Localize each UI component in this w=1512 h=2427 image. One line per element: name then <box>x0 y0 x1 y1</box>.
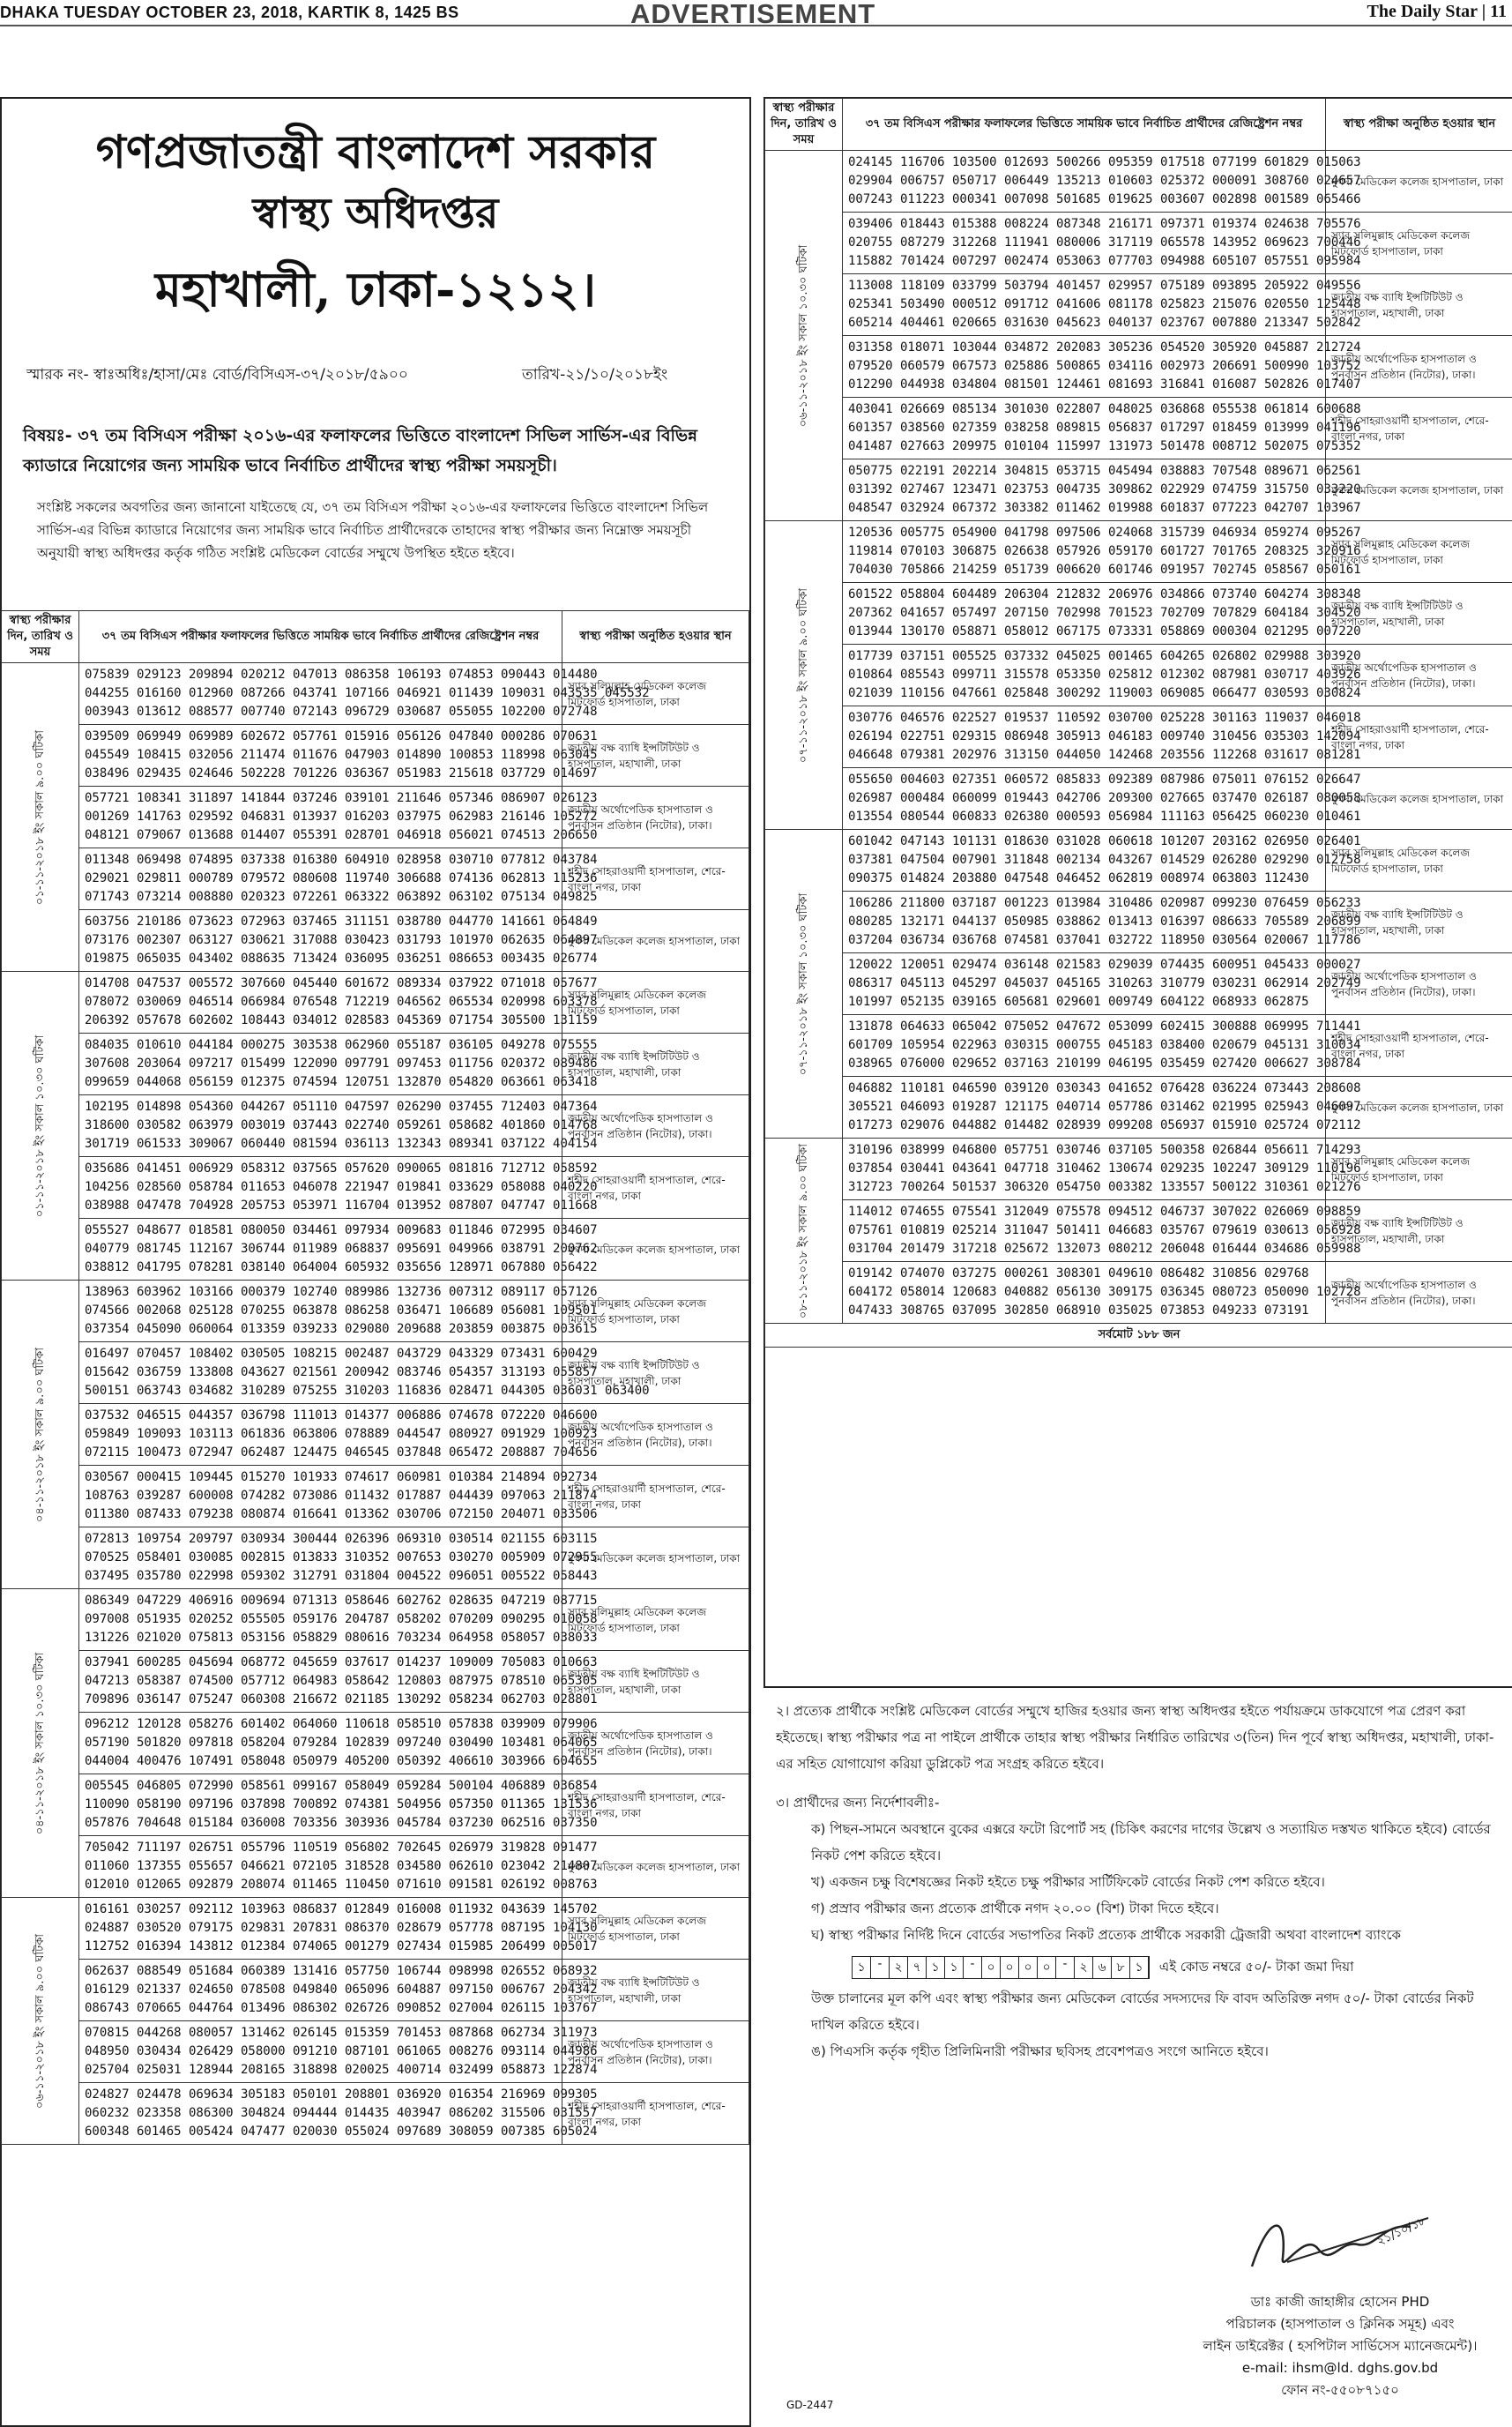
exam-venue: স্যার সলিমুল্লাহ মেডিকেল কলেজ মিটফোর্ড হাসপাতাল, ঢাকা <box>1326 1139 1512 1200</box>
subject: বিষয়ঃ- ৩৭ তম বিসিএস পরীক্ষা ২০১৬-এর ফলাফলের ভিত্তিতে বাংলাদেশ সিভিল সার্ভিস-এর বিভিন্ন ক্যাডারে নিয়োগের জন্য সাময়িক ভাবে নির্বাচিত প্রার্থীদের স্বাস্থ্য পরীক্ষা সময়সূচী। <box>23 421 728 481</box>
code-digit: ২ <box>890 1957 908 1978</box>
exam-venue: জাতীয় অর্থোপেডিক হাসপাতাল ও পুনর্বাসন প্রতিষ্ঠান (নিটোর), ঢাকা। <box>1326 1262 1512 1324</box>
exam-venue: স্যার সলিমুল্লাহ মেডিকেল কলেজ মিটফোর্ড হাসপাতাল, ঢাকা <box>562 1898 749 1960</box>
instruction-e: ঙ) পিএসসি কর্তৃক গৃহীত প্রিলিমিনারী পরীক্ষার ছবিসহ প্রবেশপত্রও সংগে আনিতে হইবে। <box>776 2038 1499 2065</box>
code-digit: - <box>1056 1957 1075 1978</box>
schedule-date-text: ০৭-১১-২০১৮ ইং সকাল ৯.০০ ঘটিকা <box>796 587 812 762</box>
registration-numbers: 019142 074070 037275 000261 308301 049610 086482 310856 029768 604172 058014 120683 040882 056130 309175 036345 080723 050090 102728 047433 308765 037095 302850 068910 035025 073853 049233 073191 <box>843 1262 1326 1324</box>
exam-venue: মুগদা মেডিকেল কলেজ হাসপাতাল, ঢাকা <box>562 1527 749 1589</box>
registration-numbers: 096212 120128 058276 601402 064060 110618 058510 057838 039909 079906 057190 501820 097818 058204 079284 102839 097240 030490 103481 064065 044004 400476 107491 058048 050979 405200 050392 406610 303966 604655 <box>79 1713 562 1774</box>
table-header <box>765 99 1512 151</box>
code-digit: - <box>964 1957 982 1978</box>
exam-venue: শহীদ সোহরাওয়ার্দী হাসপাতাল, শেরে-বাংলা নগর, ঢাকা <box>562 2083 749 2145</box>
registration-numbers: 086349 047229 406916 009694 071313 058646 602762 028635 047219 087715 097008 051935 020252 055505 059176 204787 058202 070209 090295 010058 131226 021020 075813 053156 058829 080616 703234 064958 058057 038033 <box>79 1589 562 1651</box>
schedule-date <box>765 151 843 521</box>
table-row <box>2 1836 749 1898</box>
schedule-date <box>2 663 79 972</box>
table-row <box>2 1960 749 2021</box>
table-row <box>2 972 749 1034</box>
exam-venue: স্যার সলিমুল্লাহ মেডিকেল কলেজ মিটফোর্ড হাসপাতাল, ঢাকা <box>562 663 749 725</box>
instruction-2: ২। প্রত্যেক প্রার্থীকে সংশ্লিষ্ট মেডিকেল বোর্ডের সম্মুখে হাজির হওয়ার জন্য স্বাস্থ্য অধিদপ্তর হইতে পর্যায়ক্রমে ডাকযোগে পত্র প্রেরণ করা হইতেছে। স্বাস্থ্য পরীক্ষার পত্র না পাইলে প্রার্থীকে তাহার স্বাস্থ্য পরীক্ষার নির্ধারিত তারিখের ৩(তিন) দিন পূর্বে স্বাস্থ্য অধিদপ্তর, মহাখালী, ঢাকা-এর সহিত যোগাযোগ করিয়া ডুপ্লিকেট পত্র সংগ্রহ করিতে হইবে। <box>776 1698 1499 1777</box>
schedule-date-text: ০৪-১১-২০১৮ ইং সকাল ৯.০০ ঘটিকা <box>33 1347 48 1521</box>
table-row <box>2 2021 749 2083</box>
exam-venue: মুগদা মেডিকেল কলেজ হাসপাতাল, ঢাকা <box>1326 459 1512 521</box>
exam-venue: শহীদ সোহরাওয়ার্দী হাসপাতাল, শেরে-বাংলা নগর, ঢাকা <box>1326 1015 1512 1077</box>
column-header: ৩৭ তম বিসিএস পরীক্ষার ফলাফলের ভিত্তিতে সাময়িক ভাবে নির্বাচিত প্রার্থীদের রেজিষ্ট্রেশন নম্বর <box>79 611 562 663</box>
table-row <box>765 953 1512 1015</box>
exam-venue: জাতীয় বক্ষ ব্যাধি ইন্সটিটিউট ও হাসপাতাল, মহাখালী, ঢাকা <box>1326 892 1512 953</box>
table-row <box>2 1281 749 1342</box>
table-row <box>2 1157 749 1219</box>
registration-numbers: 075839 029123 209894 020212 047013 086358 106193 074853 090443 014480 044255 016160 012960 087266 043741 107166 046921 011439 109031 043535 045532 003943 013612 088577 007740 072143 096729 030687 055055 102200 072748 <box>79 663 562 725</box>
table-row <box>765 1262 1512 1324</box>
table-row <box>765 398 1512 459</box>
total-row <box>765 1324 1512 1348</box>
memo-number: স্মারক নং- স্বাঃঅধিঃ/হাসা/মেঃ বোর্ড/বিসিএস-৩৭/২০১৮/৫৯০০ <box>26 363 408 388</box>
registration-numbers: 037941 600285 045694 068772 045659 037617 014237 109009 705083 010663 047213 058387 074500 057712 064983 058642 120803 087975 078510 065305 709896 036147 075247 060308 216672 021185 130292 058234 062703 028801 <box>79 1651 562 1713</box>
registration-numbers: 131878 064633 065042 075052 047672 053099 602415 300888 069995 711441 601709 105954 022963 030315 000755 045183 038400 020679 045131 310034 038965 076000 029652 037163 210199 046195 035459 027420 006627 308784 <box>843 1015 1326 1077</box>
schedule-date-text: ০৮-১১-২০১৮ ইং সকাল ৯.০০ ঘটিকা <box>796 1143 812 1318</box>
dept-title: স্বাস্থ্য অধিদপ্তর <box>2 182 749 251</box>
code-digit: - <box>871 1957 890 1978</box>
registration-numbers: 102195 014898 054360 044267 051110 047597 026290 037455 712403 047364 318600 030582 063979 003019 037443 022740 059261 058682 401860 014768 301719 061533 309067 060440 081594 036113 132343 089341 037122 404154 <box>79 1095 562 1157</box>
table-row <box>765 768 1512 830</box>
schedule-date-text: ০১-১১-২০১৮ ইং সকাল ৯.০০ ঘটিকা <box>33 729 48 904</box>
schedule-date <box>765 1139 843 1324</box>
table-row <box>2 1219 749 1281</box>
table-row <box>765 583 1512 645</box>
exam-venue: মুগদা মেডিকেল কলেজ হাসপাতাল, ঢাকা <box>562 1836 749 1898</box>
table-row <box>765 459 1512 521</box>
instruction-a: ক) পিছন-সামনে অবস্থানে বুকের এক্সরে ফটো রিপোর্ট সহ (চিকিৎ করণের দাগের উল্লেখ ও সত্যায়িত দস্তখত থাকিতে হইবে) বোর্ডের নিকট পেশ করিতে হইবে। <box>776 1816 1499 1869</box>
masthead-paper: The Daily Star | 11 <box>1367 2 1508 22</box>
registration-numbers: 030776 046576 022527 019537 110592 030700 025228 301163 119037 046018 026194 022751 029315 086948 305913 046183 009740 310456 035303 142094 046648 079381 202976 313150 044050 142468 203556 112268 031617 081281 <box>843 706 1326 768</box>
registration-numbers: 046882 110181 046590 039120 030343 041652 076428 036224 073443 208608 305521 046093 019287 121175 040714 057786 031462 021995 025943 046097 017273 029076 044882 014482 028939 099208 056937 015910 025724 072112 <box>843 1077 1326 1139</box>
column-header: ৩৭ তম বিসিএস পরীক্ষার ফলাফলের ভিত্তিতে সাময়িক ভাবে নির্বাচিত প্রার্থীদের রেজিষ্ট্রেশন নম্বর <box>843 99 1326 151</box>
exam-venue: শহীদ সোহরাওয়ার্দী হাসপাতাল, শেরে-বাংলা নগর, ঢাকা <box>562 1157 749 1219</box>
registration-numbers: 120022 120051 029474 036148 021583 029039 074435 600951 045433 000027 086317 045113 045297 045037 045165 310263 310779 030231 062914 202749 101997 052135 039165 605681 029601 009749 604122 068933 062875 <box>843 953 1326 1015</box>
exam-venue: স্যার সলিমুল্লাহ মেডিকেল কলেজ মিটফোর্ড হাসপাতাল, ঢাকা <box>562 972 749 1034</box>
exam-venue: জাতীয় অর্থোপেডিক হাসপাতাল ও পুনর্বাসন প্রতিষ্ঠান (নিটোর), ঢাকা। <box>562 1713 749 1774</box>
exam-venue: মুগদা মেডিকেল কলেজ হাসপাতাল, ঢাকা <box>1326 1077 1512 1139</box>
schedule-date-text: ০১-১১-২০১৮ ইং সকাল ১০.৩০ ঘটিকা <box>33 1034 48 1217</box>
code-digit: ১ <box>927 1957 945 1978</box>
registration-numbers: 310196 038999 046800 057751 030746 037105 500358 026844 056611 714293 037854 030441 043641 047718 310462 130674 029235 102247 309129 110196 312723 700264 501537 306320 054750 003382 133557 500122 310361 021276 <box>843 1139 1326 1200</box>
registration-numbers: 039509 069949 069989 602672 057761 015916 056126 047840 000286 070631 045549 108415 032056 211474 011676 047903 014890 100853 118998 063045 038496 029435 024646 502228 701226 036367 051983 215618 037729 014697 <box>79 725 562 787</box>
table-row <box>2 1342 749 1404</box>
table-row <box>765 645 1512 706</box>
code-digit: ০ <box>1019 1957 1038 1978</box>
registration-numbers: 055527 048677 018581 080050 034461 097934 009683 011846 072995 034607 040779 081745 112167 306744 011989 068837 095691 049966 038791 200762 038812 041795 078281 038140 064004 605932 035656 128971 067880 056422 <box>79 1219 562 1281</box>
treasury-code-after: এই কোড নম্বরে ৫০/- টাকা জমা দিয়া <box>1159 1959 1354 1975</box>
registration-numbers: 114012 074655 075541 312049 075578 094512 046737 307022 026069 098859 075761 010819 025214 311047 501411 046683 035767 079619 030613 056928 031704 201479 317218 025672 132073 080212 206048 016444 034686 059988 <box>843 1200 1326 1262</box>
registration-numbers: 601042 047143 101131 018630 031028 060618 101207 203162 026950 026401 037381 047504 007901 311848 002134 043267 014529 026280 029290 012758 090375 014824 203880 047548 046452 062819 008974 063803 112430 <box>843 830 1326 892</box>
exam-venue: শহীদ সোহরাওয়ার্দী হাসপাতাল, শেরে-বাংলা নগর, ঢাকা <box>562 1466 749 1527</box>
table-row <box>765 1077 1512 1139</box>
table-row <box>2 1404 749 1466</box>
exam-venue: জাতীয় বক্ষ ব্যাধি ইন্সটিটিউট ও হাসপাতাল, মহাখালী, ঢাকা <box>562 1342 749 1404</box>
registration-numbers: 113008 118109 033799 503794 401457 029957 075189 093895 205922 049556 025341 503490 000512 091712 041606 081178 025823 215076 020550 125448 605214 404461 020665 031630 045623 040137 023767 007880 213347 502842 <box>843 274 1326 336</box>
registration-numbers: 084035 010610 044184 000275 303538 062960 055187 036105 049278 075555 307608 203064 097217 015499 122090 097791 097453 011756 020372 089486 099659 044068 056159 012375 074594 120751 132870 054820 063661 063418 <box>79 1034 562 1095</box>
registration-numbers: 016497 070457 108402 030505 108215 002487 043729 043329 073431 600429 015642 036759 133808 043627 021561 200942 083746 054357 313193 055857 500151 063743 034682 310289 075255 310203 116836 028471 044305 036031 063400 <box>79 1342 562 1404</box>
table-row <box>2 1527 749 1589</box>
signatory-title-2: লাইন ডাইরেক্টর ( হসপিটাল সার্ভিসেস ম্যানেজমেন্ট)। <box>1173 2335 1508 2357</box>
schedule-date-text: ০৬-১১-২০১৮ ইং সকাল ৯.০০ ঘটিকা <box>33 1933 48 2108</box>
masthead-rule <box>0 25 1512 26</box>
registration-numbers: 705042 711197 026751 055796 110519 056802 702645 026979 319828 091477 011060 137355 055657 046621 072105 318528 034580 062610 023042 214807 012010 012065 092879 208074 011465 110450 071610 091581 026192 008763 <box>79 1836 562 1898</box>
exam-venue: জাতীয় বক্ষ ব্যাধি ইন্সটিটিউট ও হাসপাতাল, মহাখালী, ঢাকা <box>562 1651 749 1713</box>
signature-date: ২১/১০/১৮ <box>1374 2211 1430 2253</box>
exam-venue: শহীদ সোহরাওয়ার্দী হাসপাতাল, শেরে-বাংলা নগর, ঢাকা <box>1326 706 1512 768</box>
intro-paragraph: সংশ্লিষ্ট সকলের অবগতির জন্য জানানো যাইতেছে যে, ৩৭ তম বিসিএস পরীক্ষা ২০১৬-এর ফলাফলের ভিত্তিতে বাংলাদেশ সিভিল সার্ভিস-এর বিভিন্ন ক্যাডারে নিয়োগের জন্য সাময়িক ভাবে নির্বাচিত প্রার্থীদেরকে তাহাদের স্বাস্থ্য পরীক্ষার জন্য নিম্নোক্ত সময়সূচী অনুযায়ী স্বাস্থ্য অধিদপ্তর কর্তৃক গঠিত সংশ্লিষ্ট মেডিকেল বোর্ডের সম্মুখে উপস্থিত হইতে হইবে। <box>37 496 734 564</box>
table-row <box>765 706 1512 768</box>
exam-venue: জাতীয় অর্থোপেডিক হাসপাতাল ও পুনর্বাসন প্রতিষ্ঠান (নিটোর), ঢাকা। <box>562 2021 749 2083</box>
table-row <box>2 1898 749 1960</box>
registration-numbers: 031358 018071 103044 034872 202083 305236 054520 305920 045887 212724 079520 060579 067573 025886 500865 034116 002973 206691 500990 103752 012290 044938 034804 081501 124461 081693 316841 016087 502826 017407 <box>843 336 1326 398</box>
exam-venue: জাতীয় বক্ষ ব্যাধি ইন্সটিটিউট ও হাসপাতাল, মহাখালী, ঢাকা <box>1326 1200 1512 1262</box>
code-digit: ১ <box>853 1957 871 1978</box>
instructions <box>776 1698 1499 2065</box>
schedule-date <box>2 1281 79 1589</box>
exam-venue: স্যার সলিমুল্লাহ মেডিকেল কলেজ মিটফোর্ড হাসপাতাল, ঢাকা <box>1326 830 1512 892</box>
table-row <box>2 2083 749 2145</box>
table-row <box>2 1713 749 1774</box>
registration-numbers: 024145 116706 103500 012693 500266 095359 017518 077199 601829 015063 029904 006757 050717 006449 135213 010603 025372 000091 308760 024657 007243 011223 000341 007098 501685 019625 003607 002898 001589 065466 <box>843 151 1326 213</box>
address-title: মহাখালী, ঢাকা-১২১২। <box>2 253 749 332</box>
exam-venue: মুগদা মেডিকেল কলেজ হাসপাতাল, ঢাকা <box>562 1219 749 1281</box>
exam-venue: স্যার সলিমুল্লাহ মেডিকেল কলেজ মিটফোর্ড হাসপাতাল, ঢাকা <box>562 1281 749 1342</box>
exam-venue: জাতীয় অর্থোপেডিক হাসপাতাল ও পুনর্বাসন প্রতিষ্ঠান (নিটোর), ঢাকা। <box>1326 953 1512 1015</box>
exam-venue: জাতীয় অর্থোপেডিক হাসপাতাল ও পুনর্বাসন প্রতিষ্ঠান (নিটোর), ঢাকা। <box>1326 336 1512 398</box>
schedule-date <box>2 972 79 1281</box>
exam-venue: মুগদা মেডিকেল কলেজ হাসপাতাল, ঢাকা <box>1326 151 1512 213</box>
exam-venue: শহীদ সোহরাওয়ার্দী হাসপাতাল, শেরে-বাংলা নগর, ঢাকা <box>1326 398 1512 459</box>
code-digit: ১ <box>1130 1957 1149 1978</box>
code-digit: ৭ <box>908 1957 927 1978</box>
schedule-table-left <box>1 610 749 2145</box>
exam-venue: স্যার সলিমুল্লাহ মেডিকেল কলেজ মিটফোর্ড হাসপাতাল, ঢাকা <box>1326 521 1512 583</box>
registration-numbers: 057721 108341 311897 141844 037246 039101 211646 057346 086907 026123 001269 141763 029592 046831 013937 016203 037975 062983 216146 105272 048121 079067 013688 014407 055391 028701 046918 056021 074513 206650 <box>79 787 562 848</box>
table-row <box>2 1651 749 1713</box>
code-digit: ০ <box>982 1957 1001 1978</box>
registration-numbers: 055650 004603 027351 060572 085833 092389 087986 075011 076152 026647 026987 000484 060099 019443 042706 209300 027665 037470 026187 080058 013554 080544 060833 026380 000593 056984 111163 056425 060230 010461 <box>843 768 1326 830</box>
exam-venue: জাতীয় অর্থোপেডিক হাসপাতাল ও পুনর্বাসন প্রতিষ্ঠান (নিটোর), ঢাকা। <box>1326 645 1512 706</box>
table-row <box>765 830 1512 892</box>
table-row <box>765 213 1512 274</box>
registration-numbers: 024827 024478 069634 305183 050101 208801 036920 016354 216969 099305 060232 023358 086300 304824 094444 014435 403947 086202 315506 031557 600348 601465 005424 047477 020030 055024 097689 308059 007385 605024 <box>79 2083 562 2145</box>
registration-numbers: 070815 044268 080057 131462 026145 015359 701453 087868 062734 311973 048950 030434 026429 058000 091210 087101 061065 008276 093114 044986 025704 025031 128944 208165 318898 020025 400714 032499 058873 122874 <box>79 2021 562 2083</box>
exam-venue: জাতীয় বক্ষ ব্যাধি ইন্সটিটিউট ও হাসপাতাল, মহাখালী, ঢাকা <box>1326 583 1512 645</box>
masthead-dateline: DHAKA TUESDAY OCTOBER 23, 2018, KARTIK 8, 1425 BS <box>0 4 459 22</box>
registration-numbers: 039406 018443 015388 008224 087348 216171 097371 019374 024638 705576 020755 087279 312268 111941 080006 317119 065578 143952 069623 700446 115882 701424 007297 002474 053063 077703 094988 605107 057551 095984 <box>843 213 1326 274</box>
registration-numbers: 106286 211800 037187 001223 013984 310486 020987 099230 076459 056233 080285 132171 044137 050985 038862 013413 016397 086633 705589 206899 037204 036734 036768 074581 037041 032722 118950 030564 020067 117786 <box>843 892 1326 953</box>
registration-numbers: 016161 030257 092112 103963 086837 012849 016008 011932 043639 145702 024887 030520 079175 029831 207831 086370 028679 057778 087195 104130 112752 016394 143812 012384 074065 001279 027434 015985 206499 005017 <box>79 1898 562 1960</box>
left-panel <box>0 97 751 2427</box>
schedule-date <box>2 1589 79 1898</box>
schedule-date <box>765 830 843 1139</box>
table-row <box>765 274 1512 336</box>
table-row <box>765 521 1512 583</box>
exam-venue: জাতীয় অর্থোপেডিক হাসপাতাল ও পুনর্বাসন প্রতিষ্ঠান (নিটোর), ঢাকা। <box>562 1095 749 1157</box>
table-row <box>2 725 749 787</box>
instruction-b: খ) একজন চক্ষু বিশেষজ্ঞের নিকট হইতে চক্ষু পরীক্ষার সার্টিফিকেট বোর্ডের নিকট পেশ করিতে হইবে। <box>776 1869 1499 1895</box>
column-header: স্বাস্থ্য পরীক্ষা অনুষ্ঠিত হওয়ার স্থান <box>1326 99 1512 151</box>
instruction-d2: উক্ত চালানের মূল কপি এবং স্বাস্থ্য পরীক্ষার জন্য মেডিকেল বোর্ডের সদস্যদের ফি বাবদ অতিরিক্ত নগদ ৫০/- টাকা বোর্ডের নিকট দাখিল করিতে হইবে। <box>776 1985 1499 2038</box>
table-row <box>2 1466 749 1527</box>
schedule-date-text: ০৭-১১-২০১৮ ইং সকাল ১০.৩০ ঘটিকা <box>796 892 812 1075</box>
registration-numbers: 603756 210186 073623 072963 037465 311151 038780 044770 141661 064849 073176 002307 063127 030621 317088 030423 031793 101970 062635 064897 019875 065035 043402 088635 713424 036095 036251 086653 003435 026774 <box>79 910 562 972</box>
registration-numbers: 050775 022191 202214 304815 053715 045494 038883 707548 089671 062561 031392 027467 123471 023753 004735 309862 022929 074759 315750 033220 048547 032924 067372 303382 011462 019988 601837 077223 042707 103967 <box>843 459 1326 521</box>
exam-venue: জাতীয় বক্ষ ব্যাধি ইন্সটিটিউট ও হাসপাতাল, মহাখালী, ঢাকা <box>562 725 749 787</box>
exam-venue: জাতীয় অর্থোপেডিক হাসপাতাল ও পুনর্বাসন প্রতিষ্ঠান (নিটোর), ঢাকা। <box>562 787 749 848</box>
code-digit: ৬ <box>1093 1957 1112 1978</box>
total-count: সর্বমোট ১৮৮ জন <box>765 1324 1512 1348</box>
exam-venue: জাতীয় বক্ষ ব্যাধি ইন্সটিটিউট ও হাসপাতাল, মহাখালী, ঢাকা <box>1326 274 1512 336</box>
table-row <box>2 663 749 725</box>
signatory-title: পরিচালক (হাসপাতাল ও ক্লিনিক সমূহ) এবং <box>1173 2313 1508 2335</box>
signatory-name: ডাঃ কাজী জাহাঙ্গীর হোসেন PHD <box>1173 2291 1508 2313</box>
registration-numbers: 601522 058804 604489 206304 212832 206976 034866 073740 604274 308348 207362 041657 057497 207150 702998 701523 702709 707829 604184 304520 013944 130170 058871 058012 067175 073331 058869 000304 021295 007220 <box>843 583 1326 645</box>
schedule-table-right <box>764 98 1512 1348</box>
registration-numbers: 138963 603962 103166 000379 102740 089986 132736 007312 089117 057126 074566 002068 025128 070255 063878 086258 036471 106689 056081 109501 037354 045090 060064 013359 039233 029080 209688 203859 003875 003615 <box>79 1281 562 1342</box>
registration-numbers: 037532 046515 044357 036798 111013 014377 006886 074678 072220 046600 059849 109093 103113 061836 063806 078889 044547 080927 091929 100923 072115 100473 072947 062487 124475 046545 037848 065472 208887 704656 <box>79 1404 562 1466</box>
schedule-date <box>2 1898 79 2145</box>
exam-venue: জাতীয় বক্ষ ব্যাধি ইন্সটিটিউট ও হাসপাতাল, মহাখালী, ঢাকা <box>562 1960 749 2021</box>
gov-title: গণপ্রজাতন্ত্রী বাংলাদেশ সরকার <box>2 116 749 193</box>
registration-numbers: 035686 041451 006929 058312 037565 057620 090065 081816 712712 058592 104256 028560 058784 011653 046078 221947 019841 033629 058088 040220 038988 047478 704928 205753 053971 116704 013952 087807 047747 011668 <box>79 1157 562 1219</box>
table-row <box>2 787 749 848</box>
table-row <box>765 151 1512 213</box>
exam-venue: জাতীয় অর্থোপেডিক হাসপাতাল ও পুনর্বাসন প্রতিষ্ঠান (নিটোর), ঢাকা। <box>562 1404 749 1466</box>
registration-numbers: 011348 069498 074895 037338 016380 604910 028958 030710 077812 043784 029021 029811 000789 079572 080608 119740 306688 074136 062813 115236 071743 073214 008880 020323 072261 063322 063892 063102 075134 049825 <box>79 848 562 910</box>
right-panel <box>763 97 1512 1688</box>
registration-numbers: 017739 037151 005525 037332 045025 001465 604265 026802 029988 303920 010864 085543 099711 315578 053350 025812 012302 087981 030717 403926 021039 110156 047661 025848 300292 119003 069085 066477 030593 030824 <box>843 645 1326 706</box>
table-row <box>2 1774 749 1836</box>
table-row <box>2 1095 749 1157</box>
exam-venue: স্যার সলিমুল্লাহ মেডিকেল কলেজ মিটফোর্ড হাসপাতাল, ঢাকা <box>1326 213 1512 274</box>
table-row <box>765 336 1512 398</box>
instruction-3: ৩। প্রার্থীদের জন্য নির্দেশাবলীঃ- <box>776 1789 1499 1816</box>
table-row <box>765 1015 1512 1077</box>
code-digit: ০ <box>1001 1957 1019 1978</box>
registration-numbers: 030567 000415 109445 015270 101933 074617 060981 010384 214894 092734 108763 039287 600008 074282 073086 011432 017887 044439 097063 211874 011380 087433 079238 080874 016641 013362 030706 072150 204071 033506 <box>79 1466 562 1527</box>
treasury-code-box <box>852 1956 1150 1979</box>
table-row <box>2 1034 749 1095</box>
table-row <box>2 910 749 972</box>
exam-venue: শহীদ সোহরাওয়ার্দী হাসপাতাল, শেরে-বাংলা নগর, ঢাকা <box>562 848 749 910</box>
instruction-c: গ) প্রস্রাব পরীক্ষার জন্য প্রত্যেক প্রার্থীকে নগদ ২০.০০ (বিশ) টাকা দিতে হইবে। <box>776 1895 1499 1922</box>
table-header <box>2 611 749 663</box>
masthead-section: ADVERTISEMENT <box>630 0 875 30</box>
instruction-d: ঘ) স্বাস্থ্য পরীক্ষার নির্দিষ্ট দিনে বোর্ডের সভাপতির নিকট প্রত্যেক প্রার্থীকে সরকারী ট্রেজারী অথবা বাংলাদেশ ব্যাংকে <box>776 1922 1499 1948</box>
registration-numbers: 014708 047537 005572 307660 045440 601672 089334 037922 071018 057677 078072 030069 046514 066984 076548 712219 046562 065534 020998 603378 206392 057678 602602 108443 034012 028583 045369 071754 305500 131159 <box>79 972 562 1034</box>
column-header: স্বাস্থ্য পরীক্ষার দিন, তারিখ ও সময় <box>765 99 843 151</box>
memo-date: তারিখ-২১/১০/২০১৮ইং <box>522 363 667 388</box>
signatory-email: e-mail: ihsm@ld. dghs.gov.bd <box>1173 2357 1508 2379</box>
schedule-date-text: ০৬-১১-২০১৮ ইং সকাল ১০.৩০ ঘটিকা <box>796 244 812 427</box>
registration-numbers: 072813 109754 209797 030934 300444 026396 069310 030514 021155 603115 070525 058401 030085 002815 013833 310352 007653 030270 005909 072955 037495 035780 022998 059302 312791 031804 004522 096051 005522 058443 <box>79 1527 562 1589</box>
exam-venue: জাতীয় বক্ষ ব্যাধি ইন্সটিটিউট ও হাসপাতাল, মহাখালী, ঢাকা <box>562 1034 749 1095</box>
signatory-phone: ফোন নং-৫৫০৮৭১৫০ <box>1173 2379 1508 2401</box>
code-digit: ১ <box>945 1957 964 1978</box>
table-row <box>765 1139 1512 1200</box>
schedule-date <box>765 521 843 830</box>
exam-venue: শহীদ সোহরাওয়ার্দী হাসপাতাল, শেরে-বাংলা নগর, ঢাকা <box>562 1774 749 1836</box>
exam-venue: স্যার সলিমুল্লাহ মেডিকেল কলেজ মিটফোর্ড হাসপাতাল, ঢাকা <box>562 1589 749 1651</box>
table-row <box>765 892 1512 953</box>
table-row <box>2 1589 749 1651</box>
registration-numbers: 120536 005775 054900 041798 097506 024068 315739 046934 059274 095267 119814 070103 306875 026638 057926 059170 601727 701765 208325 320916 704030 705866 214259 051739 006620 601746 091957 702745 058567 050161 <box>843 521 1326 583</box>
exam-venue: মুগদা মেডিকেল কলেজ হাসপাতাল, ঢাকা <box>562 910 749 972</box>
schedule-date-text: ০৪-১১-২০১৮ ইং সকাল ১০.৩০ ঘটিকা <box>33 1652 48 1834</box>
registration-numbers: 005545 046805 072990 058561 099167 058049 059284 500104 406889 036854 110090 058190 097196 037898 700892 074381 504956 057350 011365 131536 057876 704648 015184 036008 703356 303936 045784 037230 062516 037350 <box>79 1774 562 1836</box>
table-row <box>765 1200 1512 1262</box>
column-header: স্বাস্থ্য পরীক্ষা অনুষ্ঠিত হওয়ার স্থান <box>562 611 749 663</box>
treasury-code-line <box>776 1953 1499 1980</box>
code-digit: ২ <box>1075 1957 1093 1978</box>
footer-code: GD-2447 <box>786 2399 833 2411</box>
table-row <box>2 848 749 910</box>
registration-numbers: 062637 088549 051684 060389 131416 057750 106744 098998 026552 068932 016129 021337 024650 078508 049840 065096 604887 097150 006767 204342 086743 070665 044764 013496 086302 026726 090852 027004 026115 103767 <box>79 1960 562 2021</box>
registration-numbers: 403041 026669 085134 301030 022807 048025 036868 055538 061814 600688 601357 038560 027359 038258 089815 056837 017297 018459 013999 041196 041487 027663 209975 010104 115997 131973 501478 008712 502075 075352 <box>843 398 1326 459</box>
column-header: স্বাস্থ্য পরীক্ষার দিন, তারিখ ও সময় <box>2 611 79 663</box>
masthead <box>0 0 1512 26</box>
exam-venue: মুগদা মেডিকেল কলেজ হাসপাতাল, ঢাকা <box>1326 768 1512 830</box>
signature-block <box>1173 2205 1508 2401</box>
code-digit: ০ <box>1038 1957 1056 1978</box>
code-digit: ৮ <box>1112 1957 1130 1978</box>
